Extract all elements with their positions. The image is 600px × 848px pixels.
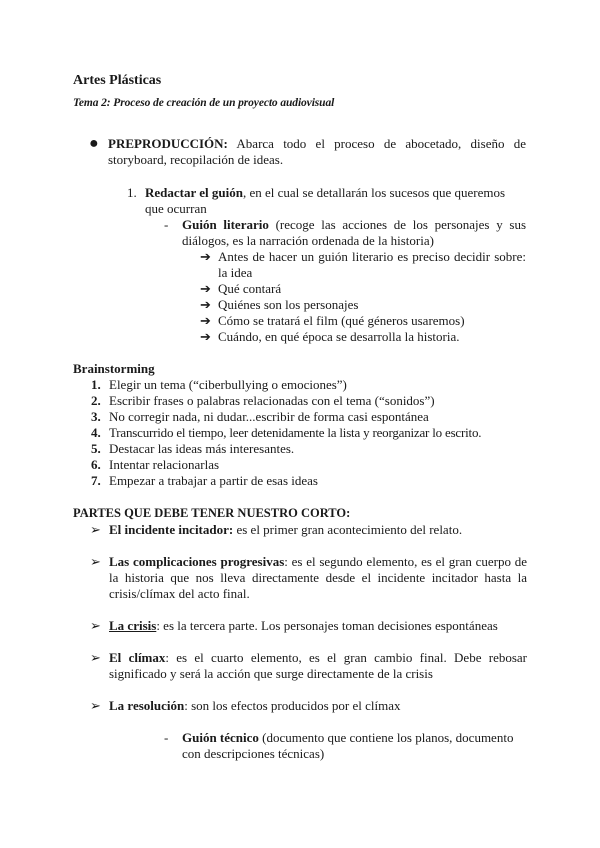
guion-tecnico-label: Guión técnico <box>182 730 259 745</box>
parte-text: : es el cuarto elemento, es el gran cambio final. Debe rebosar significado y será la acción que surge directamente de la crisis <box>109 650 528 681</box>
bullet-icon: ● <box>89 135 99 152</box>
parte-label: El incidente incitador: <box>109 522 234 537</box>
brainstorming-heading: Brainstorming <box>73 361 155 376</box>
brainstorming-item: Destacar las ideas más interesantes. <box>109 441 295 456</box>
list-number: 4. <box>91 425 101 440</box>
preproduccion-label: PREPRODUCCIÓN: <box>108 136 228 151</box>
guion-literario-label: Guión literario <box>182 217 269 232</box>
arrow-icon: ➔ <box>200 281 211 296</box>
partes-heading: PARTES QUE DEBE TENER NUESTRO CORTO: <box>73 506 351 520</box>
parte-item <box>109 650 527 682</box>
arrow-item: Cuándo, en qué época se desarrolla la historia. <box>218 329 460 344</box>
arrowhead-icon: ➢ <box>90 698 101 713</box>
preproduccion-paragraph <box>108 136 526 168</box>
arrow-icon: ➔ <box>200 313 211 328</box>
brainstorming-item: Escribir frases o palabras relacionadas con el tema (“sonidos”) <box>109 393 435 408</box>
arrow-item: Cómo se tratará el film (qué géneros usaremos) <box>218 313 465 328</box>
dash-marker: - <box>164 730 169 745</box>
parte-item <box>109 522 462 538</box>
arrowhead-icon: ➢ <box>90 554 101 569</box>
list-number: 1. <box>91 377 101 392</box>
brainstorming-item: Transcurrido el tiempo, leer detenidamente la lista y reorganizar lo escrito. <box>109 425 482 440</box>
parte-text: : es la tercera parte. Los personajes toman decisiones espontáneas <box>156 618 498 633</box>
list-number: 5. <box>91 441 101 456</box>
arrowhead-icon: ➢ <box>90 522 101 537</box>
guion-literario-item <box>182 217 526 249</box>
parte-text: : son los efectos producidos por el clímax <box>184 698 401 713</box>
brainstorming-item: Intentar relacionarlas <box>109 457 220 472</box>
parte-label: La resolución <box>109 698 185 713</box>
dash-marker: - <box>164 217 169 232</box>
arrowhead-icon: ➢ <box>90 618 101 633</box>
parte-item <box>109 554 527 602</box>
list-number: 7. <box>91 473 101 488</box>
parte-text: : es el segundo elemento, es el gran cuerpo de la historia que nos lleva directamente desde el incidente incitador hasta la crisis/clímax del acto final. <box>109 554 528 601</box>
arrowhead-icon: ➢ <box>90 650 101 665</box>
guion-tecnico-text: (documento que contiene los planos, documento con descripciones técnicas) <box>182 730 514 761</box>
list-number: 6. <box>91 457 101 472</box>
parte-item <box>109 618 498 634</box>
redactar-guion-text: , en el cual se detallarán los sucesos que queremos que ocurran <box>145 185 506 216</box>
redactar-guion-item <box>145 185 527 217</box>
page-title: Artes Plásticas <box>73 73 162 88</box>
page-subtitle: Tema 2: Proceso de creación de un proyecto audiovisual <box>73 97 335 109</box>
brainstorming-item: No corregir nada, ni dudar...escribir de forma casi espontánea <box>109 409 429 424</box>
list-number: 2. <box>91 393 101 408</box>
parte-label: Las complicaciones progresivas <box>109 554 285 569</box>
brainstorming-item: Elegir un tema (“ciberbullying o emociones”) <box>109 377 347 392</box>
parte-label: La crisis <box>109 618 157 633</box>
parte-item <box>109 698 401 714</box>
list-number: 3. <box>91 409 101 424</box>
arrow-item: Quiénes son los personajes <box>218 297 359 312</box>
list-number: 1. <box>127 185 137 200</box>
guion-tecnico-item <box>182 730 527 762</box>
redactar-guion-label: Redactar el guión <box>145 185 243 200</box>
arrow-icon: ➔ <box>200 329 211 344</box>
arrow-icon: ➔ <box>200 249 211 264</box>
arrow-icon: ➔ <box>200 297 211 312</box>
guion-literario-text: (recoge las acciones de los personajes y sus diálogos, es la narración ordenada de la historia) <box>182 217 526 248</box>
parte-text: es el primer gran acontecimiento del relato. <box>233 522 463 537</box>
parte-label: El clímax <box>109 650 166 665</box>
arrow-item: Antes de hacer un guión literario es preciso decidir sobre: la idea <box>218 249 526 280</box>
preproduccion-text: Abarca todo el proceso de abocetado, diseño de storyboard, recopilación de ideas. <box>108 136 526 167</box>
arrow-item: Qué contará <box>218 281 282 296</box>
brainstorming-item: Empezar a trabajar a partir de esas ideas <box>109 473 318 488</box>
